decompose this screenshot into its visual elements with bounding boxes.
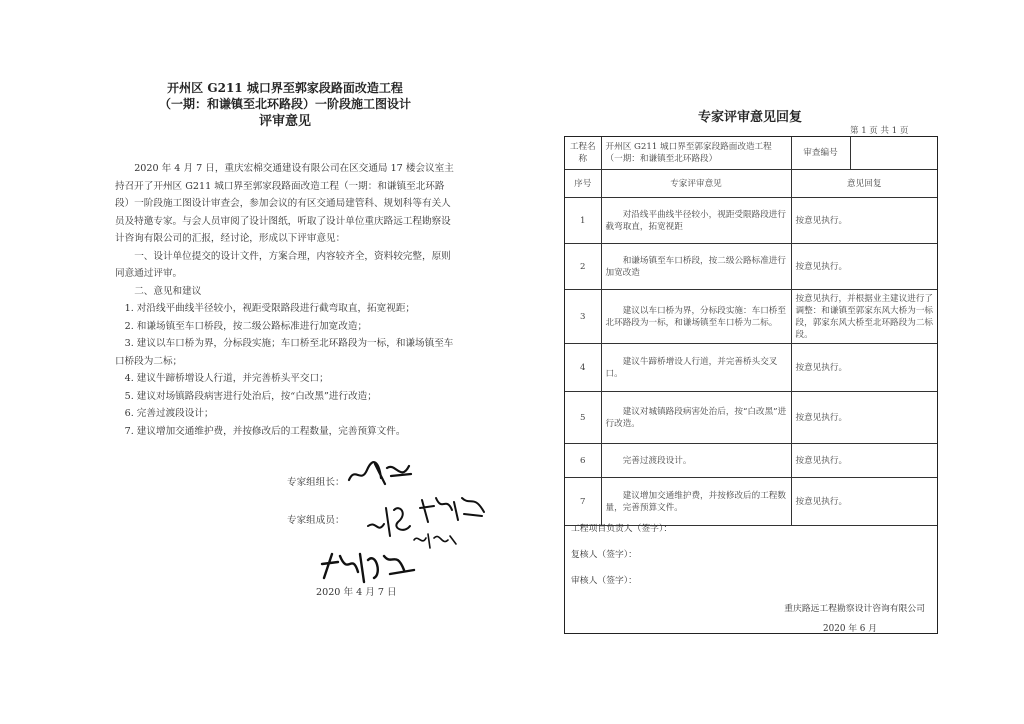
suggestion-item: 4. 建议牛蹄桥增设人行道，并完善桥头平交口； <box>124 373 329 384</box>
suggestion-item: 6. 完善过渡段设计； <box>124 408 214 419</box>
table-row <box>565 244 937 290</box>
row-opinion: 建议以车口桥为界，分标段实施：车口桥至北环路段为一标，和谦场镇至车口桥为二标。 <box>601 290 791 344</box>
left-body <box>115 160 455 440</box>
suggestion-item: 2. 和谦场镇至车口桥段，按二级公路标准进行加宽改造； <box>124 320 368 332</box>
col-header-opinion: 专家评审意见 <box>601 170 791 198</box>
row-reply: 按意见执行。 <box>791 392 937 444</box>
reply-title: 专家评审意见回复 <box>697 110 802 125</box>
table-row <box>565 290 937 344</box>
table-row <box>565 198 937 244</box>
approver-signature: 审核人（签字）： <box>571 576 637 586</box>
project-name: 开州区 G211 城口界至郭家段路面改造工程（一期：和谦镇至北环路段） <box>601 137 791 170</box>
row-reply: 按意见执行。 <box>791 444 937 478</box>
table-row <box>565 444 937 478</box>
row-reply: 按意见执行。 <box>791 244 937 290</box>
member-signature-3 <box>412 530 458 550</box>
row-no: 7 <box>565 478 601 526</box>
left-date: 2020 年 4 月 7 日 <box>316 587 397 598</box>
table-row <box>565 478 937 526</box>
suggestion-item: 3. 建议以车口桥为界，分标段实施；车口桥至北环路段为一标，和谦场镇至车口桥段为二标； <box>115 338 454 367</box>
member-signature-1 <box>364 500 414 540</box>
member-signature-2 <box>418 492 488 526</box>
table-row <box>565 344 937 392</box>
leader-signature <box>345 458 415 490</box>
intro-paragraph: 2020 年 4 月 7 日，重庆宏棉交通建设有限公司在区交通局 17 楼会议室主持召开了开州区 G211 城口界至郭家段路面改造工程（一期：和谦镇至北环路段）一阶段施工图设计审查会，参加会议的有区交通局建管科、规划科等有关人员及特邀专家。与会人员审阅了设计图纸，听取了设计单位重庆路远工程勘察设计咨询有限公司的汇报，经讨论，形成以下评审意见： <box>115 163 454 244</box>
project-label: 工程名称 <box>565 137 601 170</box>
left-title-line-3: 评审意见 <box>258 114 311 129</box>
reviewer-signature: 复核人（签字）： <box>571 550 637 560</box>
row-no: 3 <box>565 290 601 344</box>
row-reply: 按意见执行。 <box>791 198 937 244</box>
review-no-value <box>850 137 937 169</box>
company-name: 重庆路远工程勘察设计咨询有限公司 <box>784 604 925 614</box>
header-row <box>565 170 937 198</box>
suggestion-item: 1. 对沿线平曲线半径较小，视距受限路段进行截弯取直，拓宽视距； <box>124 303 416 314</box>
col-header-reply: 意见回复 <box>791 170 937 198</box>
col-header-no: 序号 <box>565 170 601 198</box>
row-no: 1 <box>565 198 601 244</box>
row-reply: 按意见执行。 <box>791 344 937 392</box>
row-opinion: 对沿线平曲线半径较小，视距受限路段进行截弯取直，拓宽视距 <box>601 198 791 244</box>
members-label: 专家组成员： <box>287 515 345 526</box>
row-reply: 按意见执行。 <box>791 478 937 526</box>
row-reply: 按意见执行，并根据业主建议进行了调整：和谦镇至郭家东风大桥为一标段，郭家东风大桥至北环路段为二标段。 <box>791 290 937 344</box>
left-title-line-1: 开州区 G211 城口界至郭家段路面改造工程 <box>167 81 403 95</box>
suggestion-item: 5. 建议对场镇路段病害进行处治后，按“白改黑”进行改造； <box>124 390 377 402</box>
suggestion-item: 7. 建议增加交通维护费，并按修改后的工程数量，完善预算文件。 <box>124 425 406 437</box>
project-lead-signature: 工程项目负责人（签字）： <box>571 524 673 534</box>
row-opinion: 建议牛蹄桥增设人行道，并完善桥头交叉口。 <box>601 344 791 392</box>
row-no: 6 <box>565 444 601 478</box>
row-no: 2 <box>565 244 601 290</box>
page-info: 第 1 页 共 1 页 <box>850 126 909 136</box>
member-signature-4 <box>320 548 420 586</box>
reply-date: 2020 年 6 月 <box>823 624 877 634</box>
review-no-label: 审查编号 <box>792 137 851 169</box>
row-opinion: 完善过渡段设计。 <box>601 444 791 478</box>
table-row <box>565 392 937 444</box>
row-opinion: 建议增加交通维护费，并按修改后的工程数量，完善预算文件。 <box>601 478 791 526</box>
reply-table <box>565 137 937 526</box>
row-no: 5 <box>565 392 601 444</box>
section-2-title: 二、意见和建议 <box>134 285 202 297</box>
leader-label: 专家组组长： <box>287 477 345 488</box>
project-row <box>565 137 937 170</box>
row-opinion: 建议对城镇路段病害处治后，按“白改黑”进行改造。 <box>601 392 791 444</box>
section-1: 一、设计单位提交的设计文件，方案合理，内容较齐全，资料较完整，原则同意通过评审。 <box>115 250 451 279</box>
reply-form <box>564 136 938 634</box>
row-opinion: 和谦场镇至车口桥段，按二级公路标准进行加宽改造 <box>601 244 791 290</box>
row-no: 4 <box>565 344 601 392</box>
left-title-line-2: （一期：和谦镇至北环路段）一阶段施工图设计 <box>158 97 411 111</box>
